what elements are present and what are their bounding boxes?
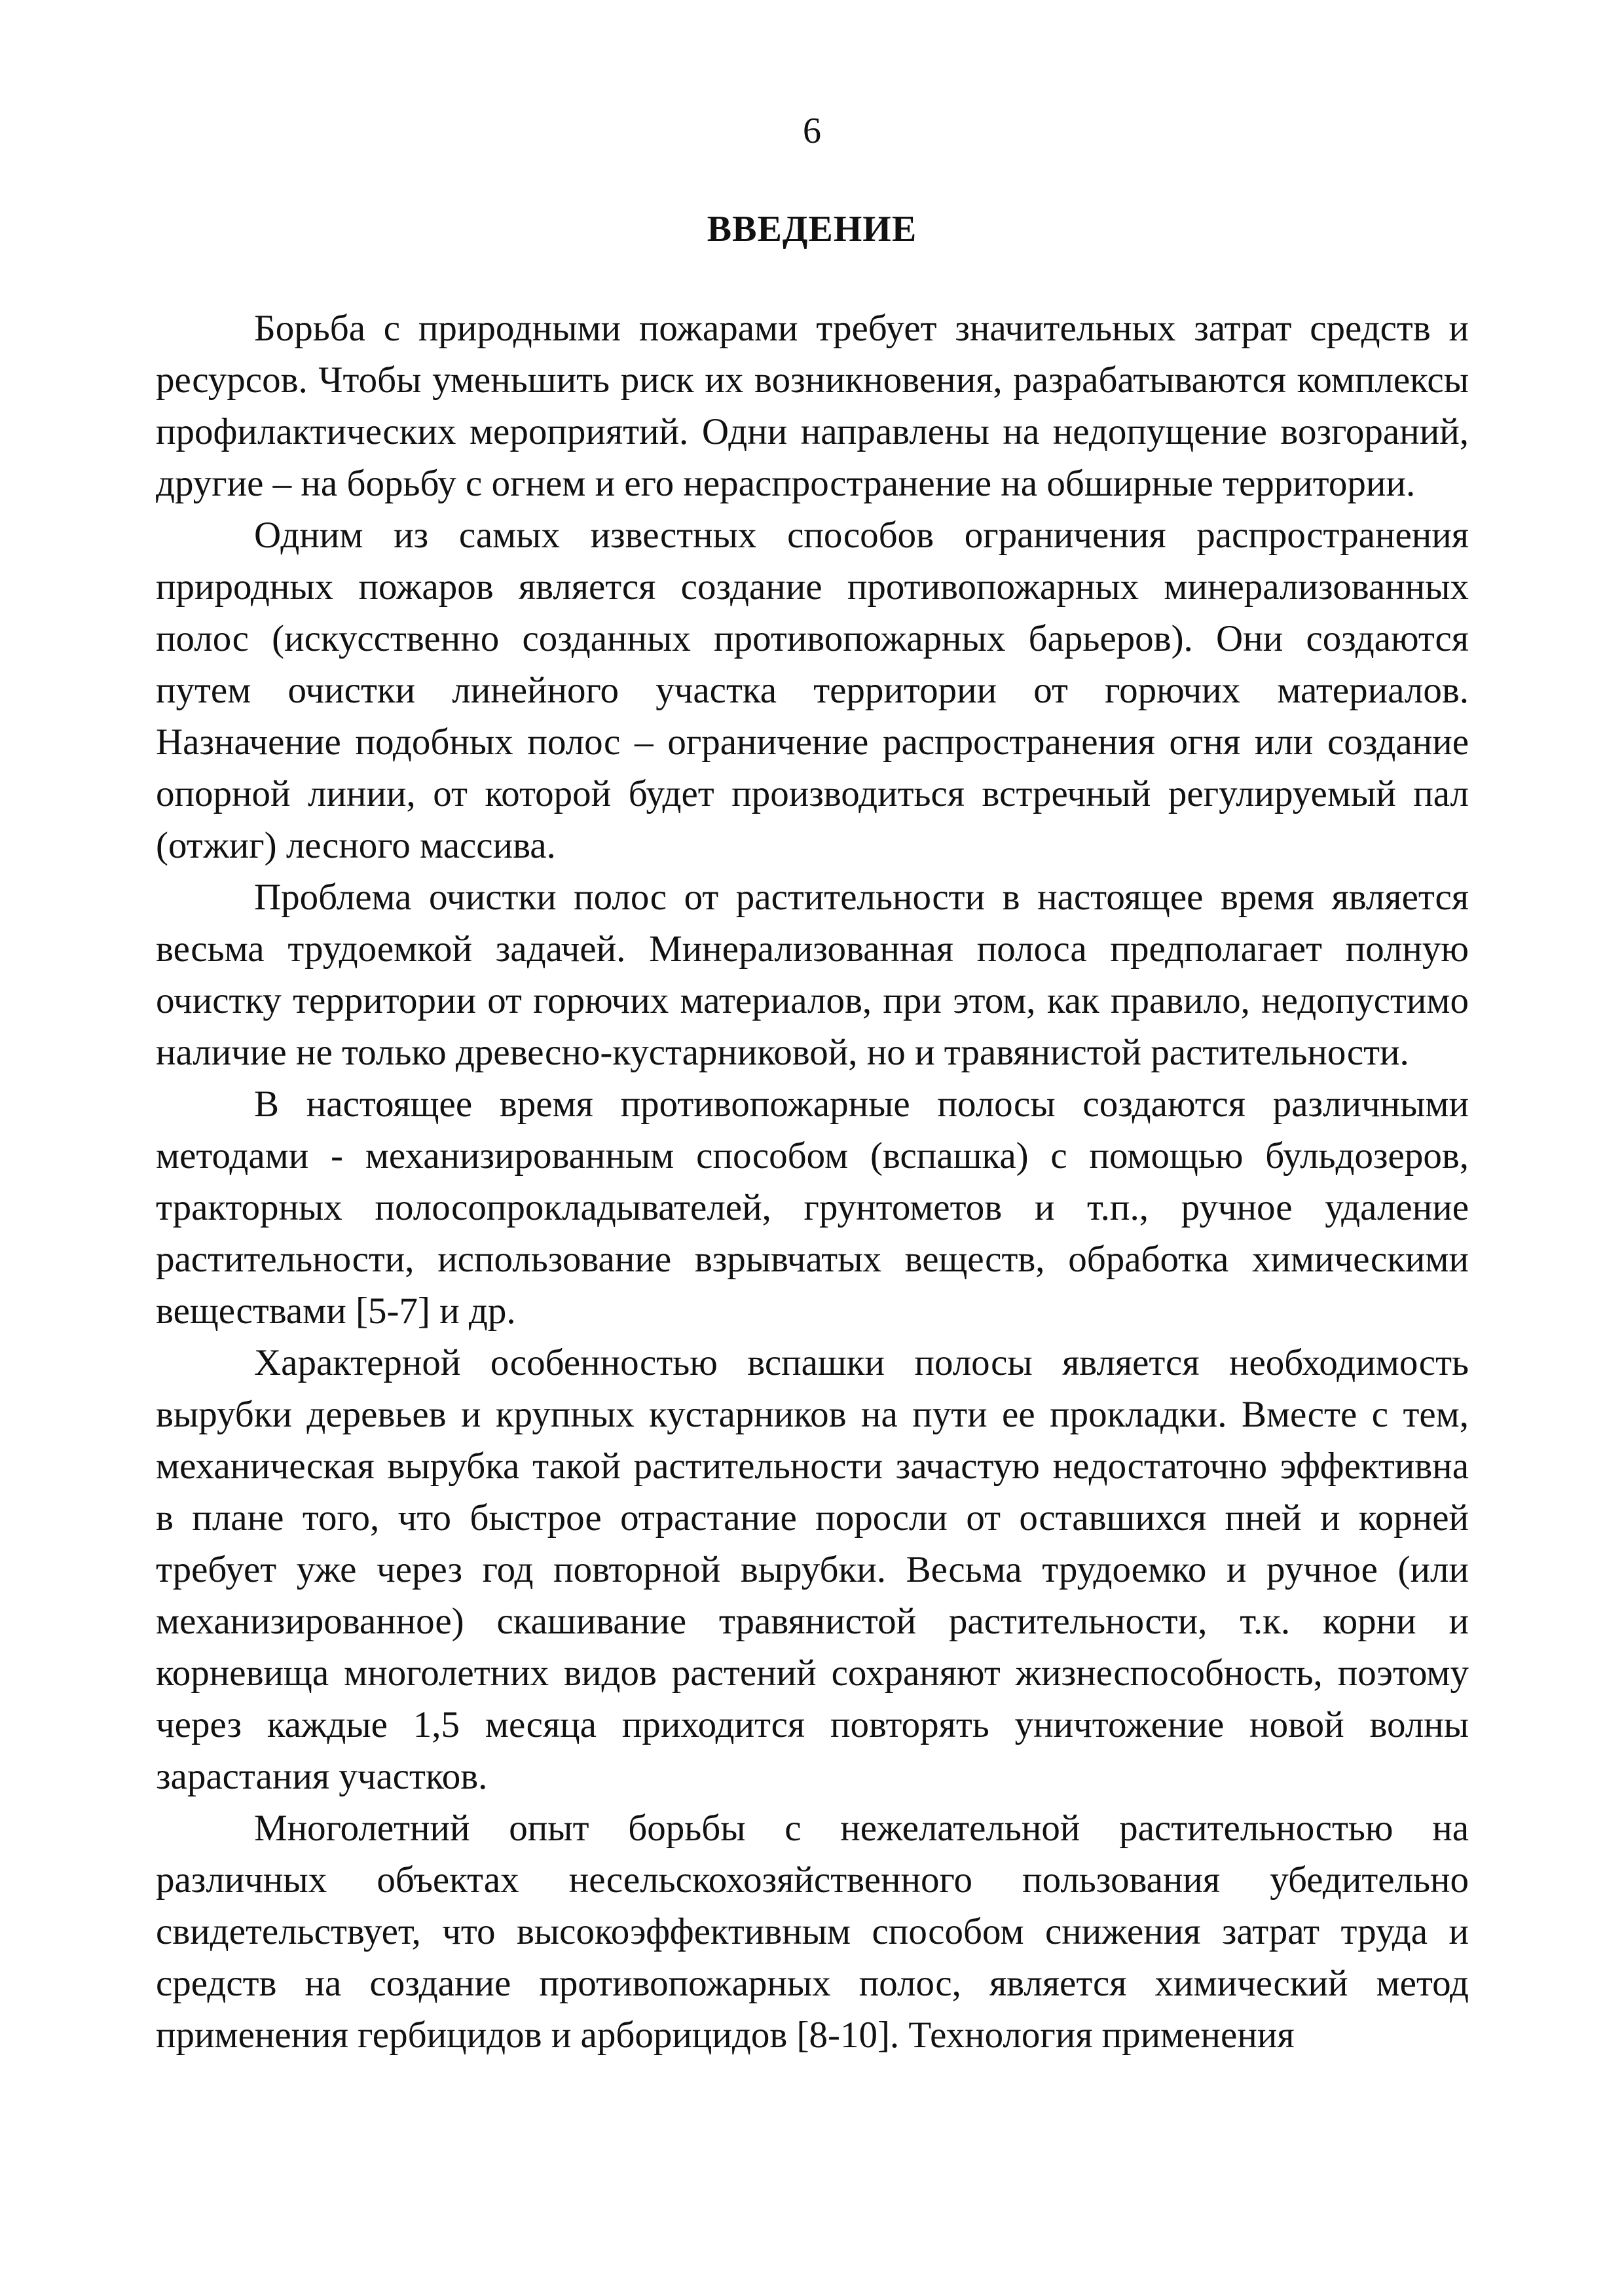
paragraph: Борьба с природными пожарами требует значительных затрат средств и ресурсов. Чтобы уменьшить риск их возникновения, разрабатываются комплексы профилактических мероприятий. Одни направлены на недопущение возгораний, другие – на борьбу с огнем и его нераспространение на обширные территории. (156, 308, 1469, 504)
paragraph: В настоящее время противопожарные полосы создаются различными методами - механизированным способом (вспашка) с помощью бульдозеров, тракторных полосопрокладывателей, грунтометов и т.п., ручное удаление растительности, использование взрывчатых веществ, обработка химическими веществами [5-7] и др. (156, 1084, 1469, 1332)
paragraph: Проблема очистки полос от растительности в настоящее время является весьма трудоемкой задачей. Минерализованная полоса предполагает полную очистку территории от горючих материалов, при этом, как правило, недопустимо наличие не только древесно-кустарниковой, но и травянистой растительности. (156, 877, 1469, 1073)
paragraph: Многолетний опыт борьбы с нежелательной растительностью на различных объектах несельскохозяйственного пользования убедительно свидетельствует, что высокоэффективным способом снижения затрат труда и средств на создание противопожарных полос, является химический метод применения гербицидов и арборицидов [8-10]. Технология применения (156, 1808, 1469, 2056)
body-text (156, 302, 1469, 2061)
section-heading: ВВЕДЕНИЕ (707, 209, 917, 249)
paragraph: Характерной особенностью вспашки полосы является необходимость вырубки деревьев и крупных кустарников на пути ее прокладки. Вместе с тем, механическая вырубка такой растительности зачастую недостаточно эффективна в плане того, что быстрое отрастание поросли от оставшихся пней и корней требует уже через год повторной вырубки. Весьма трудоемко и ручное (или механизированное) скашивание травянистой растительности, т.к. корни и корневища многолетних видов растений сохраняют жизнеспособность, поэтому через каждые 1,5 месяца приходится повторять уничтожение новой волны зарастания участков. (156, 1342, 1469, 1797)
page-number: 6 (803, 111, 821, 151)
paragraph: Одним из самых известных способов ограничения распространения природных пожаров является создание противопожарных минерализованных полос (искусственно созданных противопожарных барьеров). Они создаются путем очистки линейного участка территории от горючих материалов. Назначение подобных полос – ограничение распространения огня или создание опорной линии, от которой будет производиться встречный регулируемый пал (отжиг) лесного массива. (156, 515, 1469, 866)
